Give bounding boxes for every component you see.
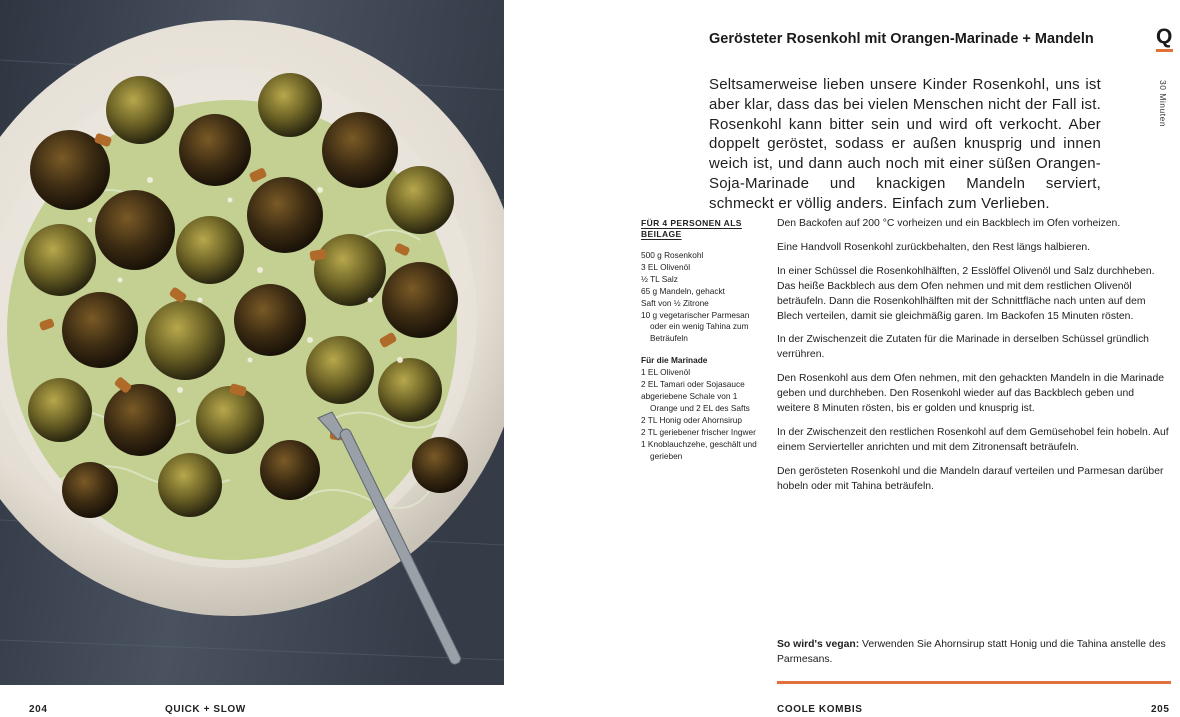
method-steps xyxy=(777,216,1169,503)
page-number-right: 205 xyxy=(1151,704,1170,715)
marinade-item: abgeriebene Schale von 1 Orange und 2 EL des Safts xyxy=(641,390,750,413)
cooking-time xyxy=(1158,80,1172,140)
ingredient-item: 500 g Rosenkohl xyxy=(641,250,704,260)
ingredients-column xyxy=(641,218,767,462)
recipe-title: Gerösteter Rosenkohl mit Orangen-Marinade + Mandeln xyxy=(709,31,1094,47)
section-label-right: COOLE KOMBIS xyxy=(777,704,863,715)
vegan-tip xyxy=(777,637,1169,667)
method-step: Den gerösteten Rosenkohl und die Mandeln darauf verteilen und Parmesan darüber hobeln oder mit Tahina beträufeln. xyxy=(777,465,1164,492)
accent-rule xyxy=(777,681,1171,684)
marinade-item: 2 TL geriebener frischer Ingwer xyxy=(641,426,756,437)
marinade-item: 1 EL Olivenöl xyxy=(641,367,691,378)
vegan-tip-label: So wird's vegan: xyxy=(777,639,860,650)
marinade-item: 2 TL Honig oder Ahornsirup xyxy=(641,414,743,425)
page-number-left: 204 xyxy=(29,704,48,715)
marinade-heading: Für die Marinade xyxy=(641,355,708,366)
recipe-photo xyxy=(0,0,504,685)
method-step: Den Rosenkohl aus dem Ofen nehmen, mit den gehackten Mandeln in die Marinade geben und durchheben. Den Rosenkohl wieder auf das Backblech geben und weitere 8 Minuten rösten, bis er golden und knusprig ist. xyxy=(777,373,1164,415)
quick-marker-icon: Q xyxy=(1156,25,1173,48)
method-step: Den Backofen auf 200 °C vorheizen und ein Backblech im Ofen vorheizen. xyxy=(777,218,1121,229)
ingredient-item: 65 g Mandeln, gehackt xyxy=(641,285,725,296)
method-step: Eine Handvoll Rosenkohl zurückbehalten, den Rest längs halbieren. xyxy=(777,241,1091,253)
section-label-left: QUICK + SLOW xyxy=(165,704,246,715)
ingredient-item: Saft von ½ Zitrone xyxy=(641,297,709,308)
yield-heading: FÜR 4 PERSONEN ALS BEILAGE xyxy=(641,218,742,239)
method-step: In einer Schüssel die Rosenkohlhälften, 2 Esslöffel Olivenöl und Salz durchheben. Das heiße Backblech aus dem Ofen nehmen und mit dem restlichen Olivenöl beträufeln. Dann die Rosenkohlhälften mit der Schnittfläche nach unten auf dem Blech verteilen, damit sie gleichmäßig garen. Im Backofen 15 Minuten rösten. xyxy=(777,265,1155,322)
quick-marker-underline xyxy=(1156,49,1173,52)
marinade-item: 1 Knoblauchzehe, geschält und gerieben xyxy=(641,438,757,461)
method-step: In der Zwischenzeit den restlichen Rosenkohl auf dem Gemüsehobel fein hobeln. Auf einem Servierteller anrichten und mit dem Zitronensaft beträufeln. xyxy=(777,426,1169,453)
ingredient-item: ½ TL Salz xyxy=(641,273,678,284)
vegan-tip-text: Verwenden Sie Ahornsirup statt Honig und die Tahina anstelle des Parmesans. xyxy=(777,639,1166,665)
marinade-item: 2 EL Tamari oder Sojasauce xyxy=(641,379,745,390)
ingredient-item: 10 g vegetarischer Parmesan oder ein wenig Tahina zum Beträufeln xyxy=(641,309,750,344)
cooking-time-label: 30 Minuten xyxy=(1158,80,1168,128)
recipe-intro: Seltsamerweise lieben unsere Kinder Rosenkohl, uns ist aber klar, dass das bei vielen Menschen nicht der Fall ist. Rosenkohl kann bitter sein und wird oft verkocht. Aber doppelt geröstet, sodass er außen knusprig und innen weich ist, und dann auch noch mit einer süßen Orangen-Soja-Marinade und knackigen Mandeln serviert, schmeckt er völlig anders. Einfach zum Verlieben. xyxy=(709,76,1101,212)
ingredient-item: 3 EL Olivenöl xyxy=(641,261,691,272)
method-step: In der Zwischenzeit die Zutaten für die Marinade in derselben Schüssel gründlich verrühren. xyxy=(777,334,1149,361)
